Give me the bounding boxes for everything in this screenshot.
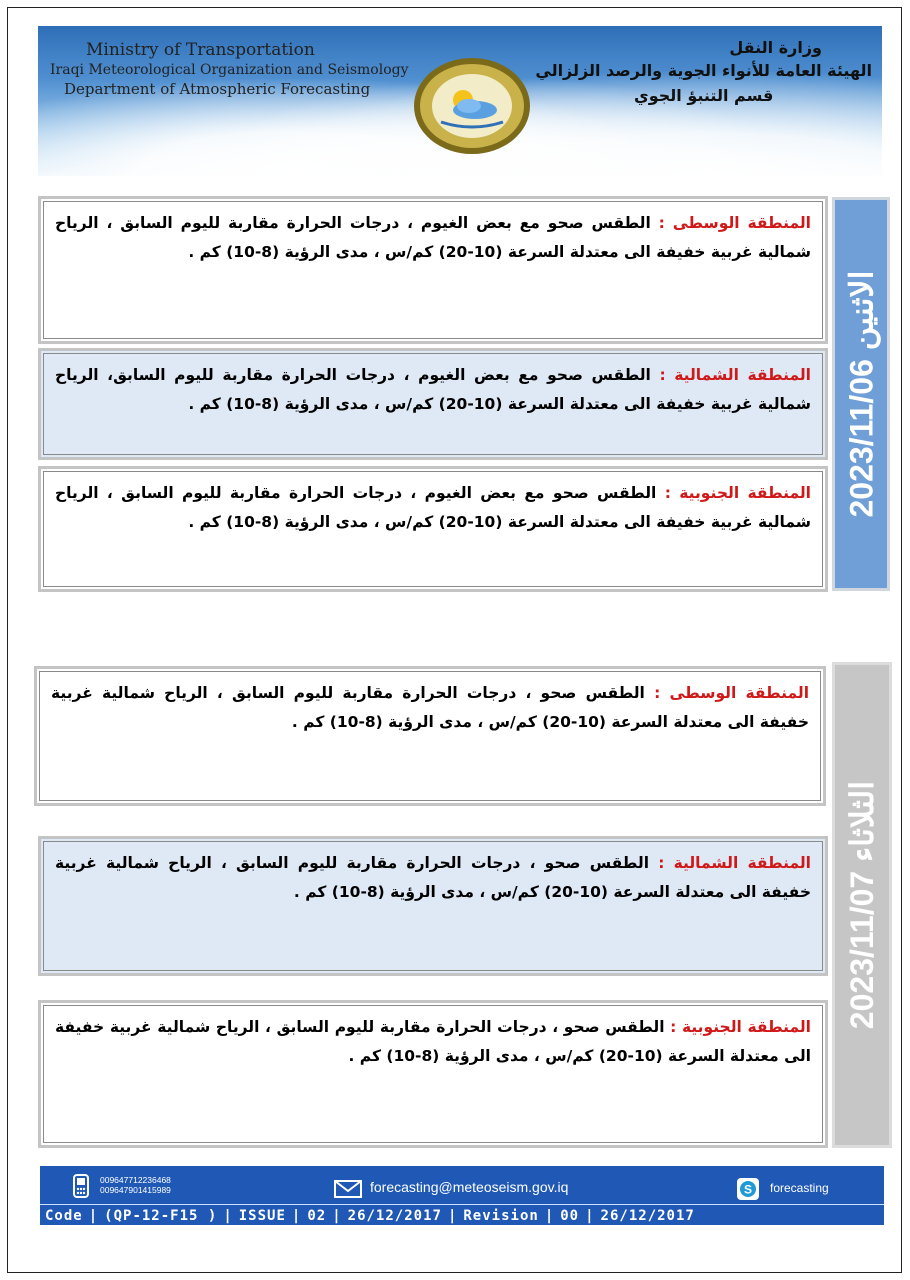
code-label: Code [45,1207,83,1224]
revision-number: 00 [560,1207,580,1224]
region-name: المنطقة الشمالية : [659,366,811,384]
organization-name-en: Iraqi Meteorological Organization and Seismology [50,62,409,78]
day1-central-forecast [38,196,828,344]
issue-label: ISSUE [238,1207,286,1224]
day1-north-forecast [38,348,828,460]
forecast-body: الطقس صحو مع بعض الغيوم ، درجات الحرارة مقاربة لليوم السابق ، الرياح شمالية غربية خفيفة الى معتدلة السرعة (10-20) كم/س ، مدى الرؤية (8-10) كم . [55,214,811,261]
organization-logo-icon [411,56,533,156]
region-name: المنطقة الشمالية : [658,854,811,872]
footer-contact-row [40,1166,884,1204]
region-name: المنطقة الجنوبية : [664,484,811,502]
issue-date: 26/12/2017 [347,1207,442,1224]
phone-numbers [100,1175,171,1195]
email-address[interactable]: forecasting@meteoseism.gov.iq [370,1179,569,1195]
forecast-text [51,679,809,737]
email-icon [334,1180,362,1198]
skype-icon [737,1178,759,1200]
day1-date-label: الاثنين 2023/11/06 [843,270,879,518]
code-value: (QP-12-F15 ) [104,1207,218,1224]
ministry-name-en: Ministry of Transportation [86,40,315,60]
forecast-text [55,1013,811,1071]
header-english [50,40,409,98]
forecast-text [55,479,811,537]
forecast-body: الطقس صحو مع بعض الغيوم ، درجات الحرارة مقاربة لليوم السابق ، الرياح شمالية غربية خفيفة الى معتدلة السرعة (10-20) كم/س ، مدى الرؤية (8-10) كم . [55,484,811,531]
forecast-text [55,209,811,267]
ministry-name-ar: وزارة النقل [729,38,822,57]
day2-date-bar [832,662,892,1148]
day1-south-forecast [38,466,828,592]
region-name: المنطقة الوسطى : [658,214,811,232]
header-banner [38,26,882,176]
forecast-body: الطقس صحو مع بعض الغيوم ، درجات الحرارة مقاربة لليوم السابق، الرياح شمالية غربية خفيفة الى معتدلة السرعة (10-20) كم/س ، مدى الرؤية (8-10) كم . [55,366,811,413]
phone-number-2: 009647901415989 [100,1185,171,1195]
region-name: المنطقة الوسطى : [654,684,810,702]
skype-id: forecasting [770,1181,829,1195]
department-name-en: Department of Atmospheric Forecasting [64,80,371,98]
department-name-ar: قسم التنبؤ الجوي [634,86,774,105]
forecast-body: الطقس صحو ، درجات الحرارة مقاربة لليوم السابق ، الرياح شمالية غربية خفيفة الى معتدلة السرعة (10-20) كم/س ، مدى الرؤية (8-10) كم . [55,854,811,901]
phone-icon [73,1174,89,1198]
forecast-text [55,361,811,419]
revision-label: Revision [463,1207,539,1224]
day2-date-label: الثلاثاء 2023/11/07 [844,780,880,1030]
forecast-text [55,849,811,907]
issue-number: 02 [307,1207,327,1224]
organization-name-ar: الهيئة العامة للأنواء الجوية والرصد الزلزالي [535,61,872,80]
day2-north-forecast [38,836,828,976]
svg-text:S: S [743,1182,753,1197]
day1-date-bar [832,197,890,591]
phone-number-1: 009647712236468 [100,1175,171,1185]
forecast-body: الطقس صحو ، درجات الحرارة مقاربة لليوم السابق ، الرياح شمالية غربية خفيفة الى معتدلة السرعة (10-20) كم/س ، مدى الرؤية (8-10) كم . [51,684,809,731]
forecast-body: الطقس صحو ، درجات الحرارة مقاربة لليوم السابق ، الرياح شمالية غربية خفيفة الى معتدلة السرعة (10-20) كم/س ، مدى الرؤية (8-10) كم . [55,1018,811,1065]
day2-central-forecast [34,666,826,806]
header-arabic [535,38,872,105]
document-code-row: Code | (QP-12-F15 ) | ISSUE | 02 | 26/12/2017 | Revision | 00 | 26/12/2017 [40,1204,884,1226]
region-name: المنطقة الجنوبية : [670,1018,811,1036]
day2-south-forecast [38,1000,828,1148]
revision-date: 26/12/2017 [600,1207,695,1224]
footer-bar [40,1166,884,1225]
